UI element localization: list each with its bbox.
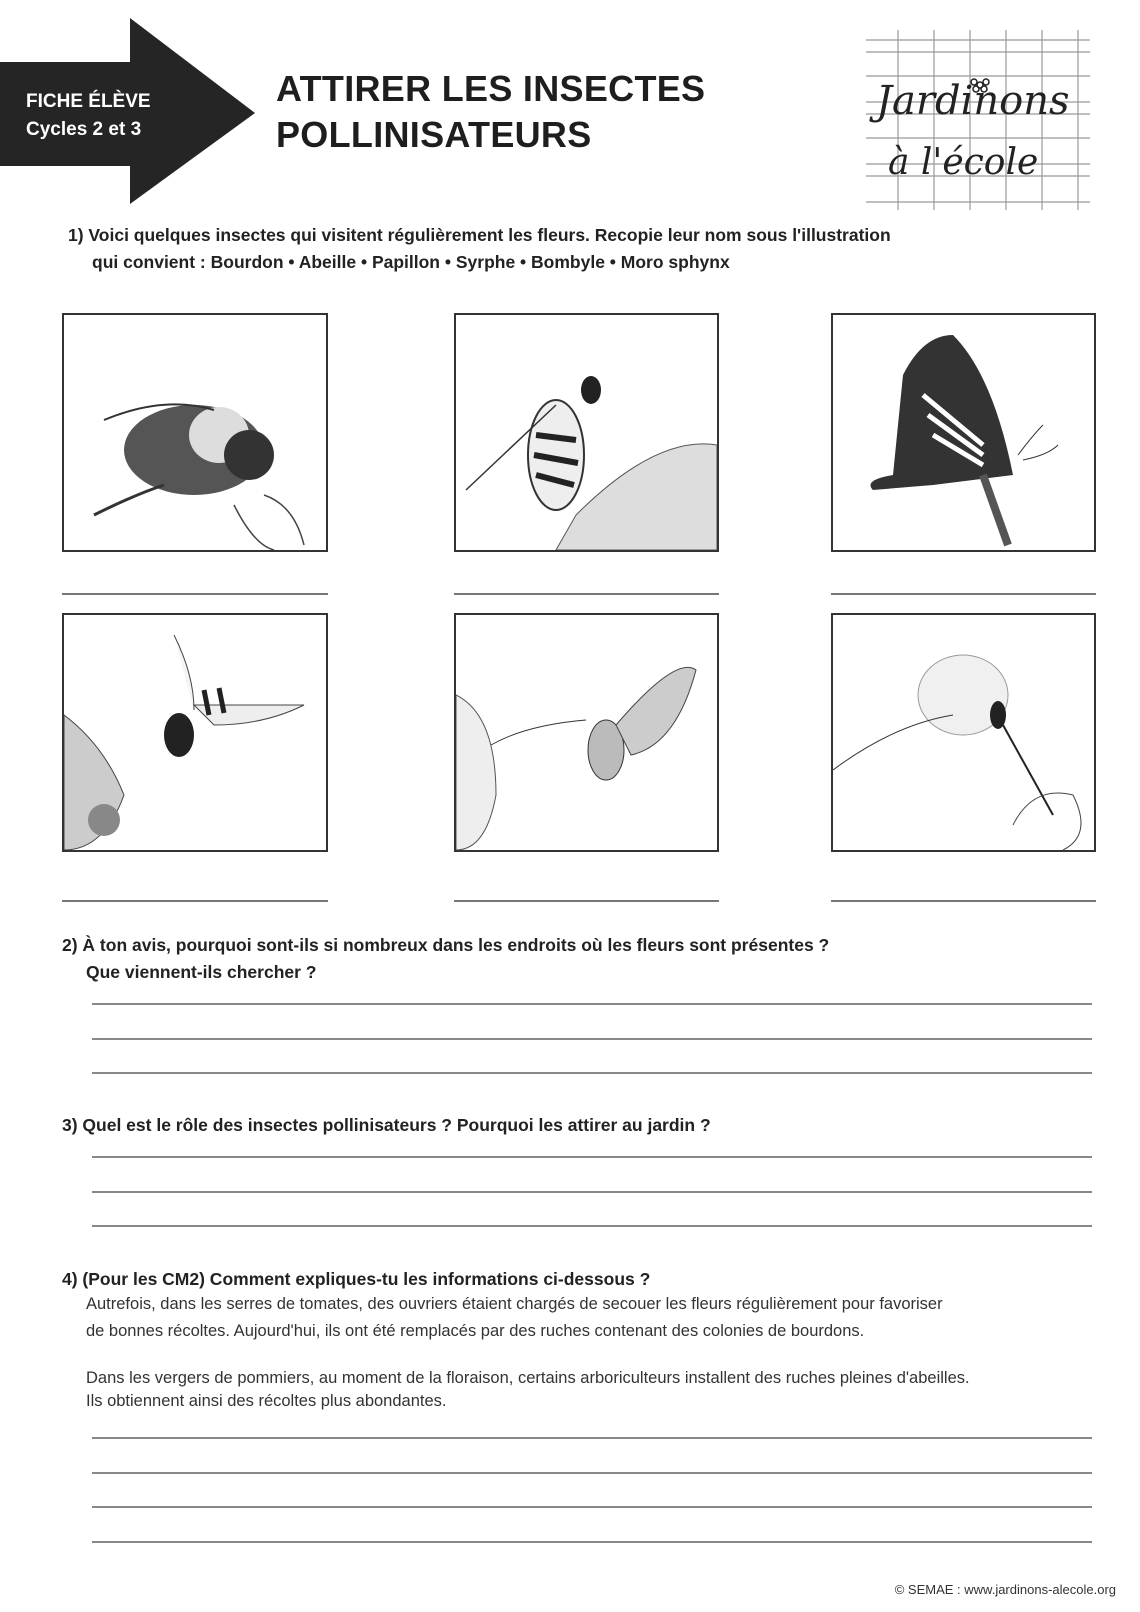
butterfly-illustration bbox=[831, 313, 1096, 552]
page-title bbox=[276, 66, 705, 158]
honeybee-illustration bbox=[454, 313, 719, 552]
question-1-line-1: 1) Voici quelques insectes qui visitent régulièrement les fleurs. Recopie leur nom sous l'illustration bbox=[68, 225, 891, 245]
answer-line-1[interactable] bbox=[62, 593, 328, 595]
answer-line-3[interactable] bbox=[831, 593, 1096, 595]
bee-fly-illustration bbox=[831, 613, 1096, 852]
question-2 bbox=[62, 932, 829, 986]
jardinons-logo bbox=[866, 30, 1090, 210]
paragraph-2-line-2: Ils obtiennent ainsi des récoltes plus abondantes. bbox=[86, 1392, 447, 1410]
answer-line-5[interactable] bbox=[454, 900, 719, 902]
answer-line-q2-3[interactable] bbox=[92, 1072, 1092, 1074]
question-4-paragraph-2 bbox=[86, 1366, 970, 1414]
hummingbird-hawkmoth-illustration bbox=[454, 613, 719, 852]
answer-line-2[interactable] bbox=[454, 593, 719, 595]
badge-line-1: FICHE ÉLÈVE bbox=[26, 91, 151, 112]
answer-line-q4-3[interactable] bbox=[92, 1506, 1092, 1508]
paragraph-1-line-1: Autrefois, dans les serres de tomates, des ouvriers étaient chargés de secouer les fleurs régulièrement pour favoriser bbox=[86, 1295, 943, 1313]
question-3 bbox=[62, 1112, 711, 1139]
question-4-paragraph-1 bbox=[86, 1292, 943, 1344]
answer-line-q2-2[interactable] bbox=[92, 1038, 1092, 1040]
bumblebee-illustration bbox=[62, 313, 328, 552]
answer-line-q3-2[interactable] bbox=[92, 1191, 1092, 1193]
paragraph-1-line-2: de bonnes récoltes. Aujourd'hui, ils ont été remplacés par des ruches contenant des colonies de bourdons. bbox=[86, 1322, 865, 1340]
question-2-line-1: 2) À ton avis, pourquoi sont-ils si nombreux dans les endroits où les fleurs sont présentes ? bbox=[62, 935, 830, 955]
badge-line-2: Cycles 2 et 3 bbox=[26, 119, 142, 140]
question-4 bbox=[62, 1266, 650, 1293]
question-4-line-1: 4) (Pour les CM2) Comment expliques-tu les informations ci-dessous ? bbox=[62, 1269, 651, 1289]
answer-line-q4-1[interactable] bbox=[92, 1437, 1092, 1439]
logo-line-2: à l'école bbox=[888, 142, 1039, 183]
question-1 bbox=[68, 222, 891, 276]
badge-label bbox=[26, 88, 151, 144]
question-2-line-2: Que viennent-ils chercher ? bbox=[86, 962, 317, 982]
answer-line-4[interactable] bbox=[62, 900, 328, 902]
answer-line-q3-1[interactable] bbox=[92, 1156, 1092, 1158]
paragraph-2-line-1: Dans les vergers de pommiers, au moment de la floraison, certains arboriculteurs installent des ruches pleines d'abeilles. bbox=[86, 1369, 970, 1387]
answer-line-q4-4[interactable] bbox=[92, 1541, 1092, 1543]
question-1-line-2: qui convient : Bourdon • Abeille • Papillon • Syrphe • Bombyle • Moro sphynx bbox=[92, 252, 730, 272]
question-3-line-1: 3) Quel est le rôle des insectes pollinisateurs ? Pourquoi les attirer au jardin ? bbox=[62, 1115, 711, 1135]
title-line-2: POLLINISATEURS bbox=[276, 114, 592, 155]
answer-line-q2-1[interactable] bbox=[92, 1003, 1092, 1005]
hoverfly-illustration bbox=[62, 613, 328, 852]
logo-line-1: Jardinons bbox=[876, 78, 1070, 124]
title-line-1: ATTIRER LES INSECTES bbox=[276, 68, 706, 109]
footer-copyright: © SEMAE : www.jardinons-alecole.org bbox=[894, 1582, 1116, 1597]
answer-line-q4-2[interactable] bbox=[92, 1472, 1092, 1474]
answer-line-6[interactable] bbox=[831, 900, 1096, 902]
answer-line-q3-3[interactable] bbox=[92, 1225, 1092, 1227]
